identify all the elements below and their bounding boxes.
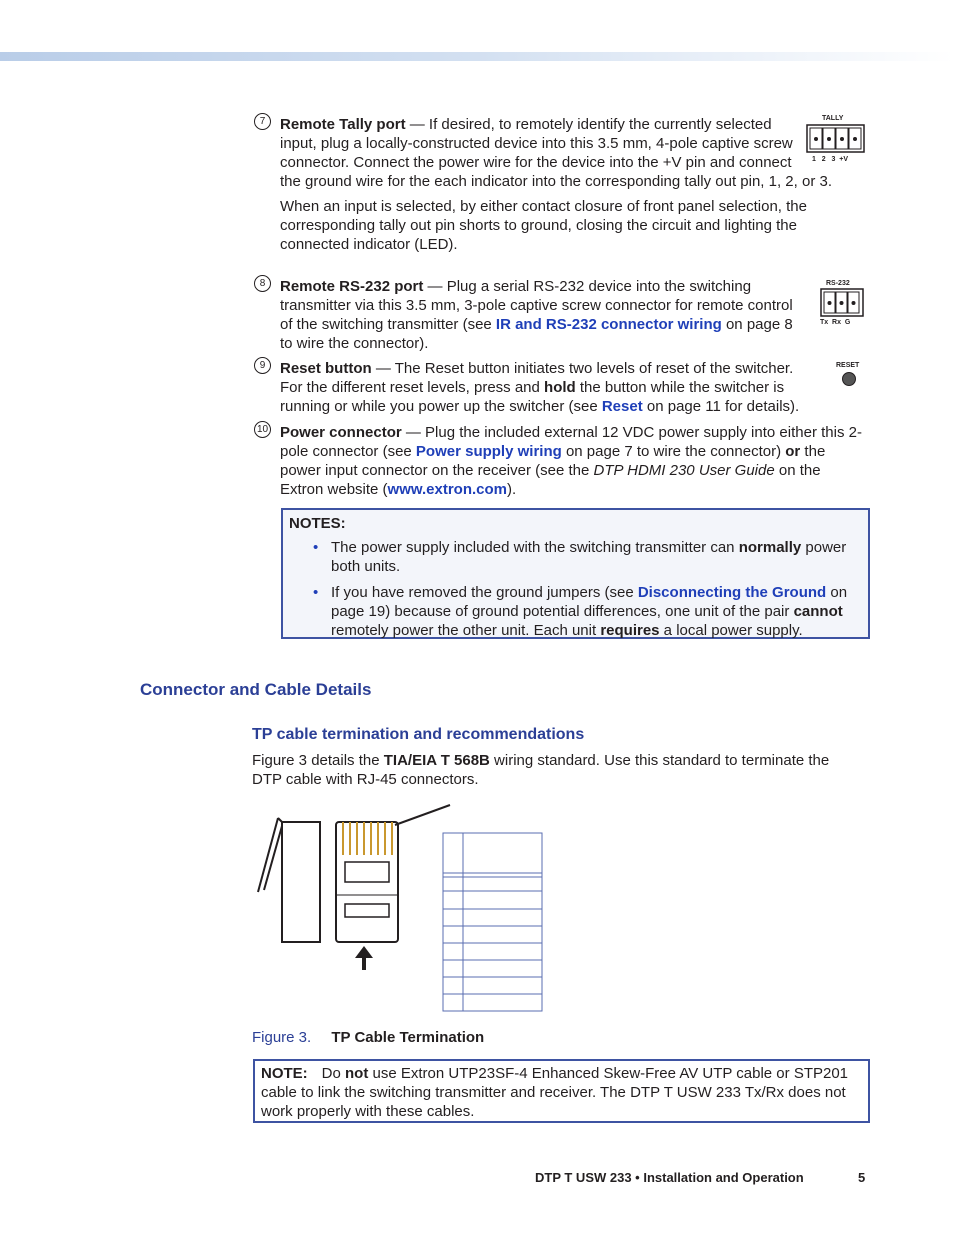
tally-label: TALLY xyxy=(822,115,844,122)
note-box xyxy=(253,1059,870,1123)
item-bold: or xyxy=(785,443,801,460)
rs232-pin-labels: Tx Rx G xyxy=(820,319,851,326)
item-title: Power connector xyxy=(280,424,402,441)
notes-list xyxy=(309,538,857,640)
callout-number-9: 9 xyxy=(254,357,271,374)
item-text: on the Extron website ( xyxy=(280,462,821,498)
item-paragraph: When an input is selected, by either contact closure of front panel selection, the corresponding tally out pin shorts to ground, closing the circuit and lighting the connected indicator (LED). xyxy=(280,198,807,253)
tally-connector-icon xyxy=(806,124,866,154)
item-remote-rs232 xyxy=(280,277,868,353)
link-power-supply-wiring[interactable]: Power supply wiring xyxy=(415,443,562,460)
subsection-heading: TP cable termination and recommendations xyxy=(252,726,585,743)
figure-title: TP Cable Termination xyxy=(331,1029,485,1046)
item-italic: DTP HDMI 230 User Guide xyxy=(593,462,775,479)
note-text: NOTE: Do not use Extron UTP23SF-4 Enhanced Skew-Free AV UTP cable or STP201 cable to link the switching transmitter and receiver. The DTP T USW 233 Tx/Rx does not work properly with these cables. xyxy=(261,1065,849,1120)
note-heading: NOTE: xyxy=(261,1065,308,1082)
link-reset[interactable]: Reset xyxy=(601,398,643,415)
footer-title: DTP T USW 233 • Installation and Operation xyxy=(535,1170,804,1185)
header-bar xyxy=(0,52,954,61)
rs232-label: RS-232 xyxy=(826,280,850,287)
tally-pin-labels: 1 2 3 +V xyxy=(812,156,848,163)
figure-caption xyxy=(252,1028,484,1047)
item-text: the power input connector on the receiver (see the xyxy=(280,443,826,479)
item-text: — If desired, to remotely identify the currently selected input, plug a locally-constructed device into this 3.5 mm, 4-pole captive screw connector. Connect the power wire for the device into the +V pin and connect the ground wire for the each indicator into the corresponding tally out pin, 1, 2, or 3. xyxy=(280,116,832,190)
rs232-connector-figure xyxy=(818,277,868,327)
item-text: on page 11 for details). xyxy=(642,398,800,415)
rs232-connector-icon xyxy=(820,288,866,318)
reset-button-icon xyxy=(841,371,859,389)
item-reset-button xyxy=(280,359,868,416)
callout-number-7: 7 xyxy=(254,113,271,130)
link-disconnecting-ground[interactable]: Disconnecting the Ground xyxy=(637,584,827,601)
tally-connector-figure xyxy=(806,115,868,169)
item-text: the button while the switcher is running or while you power up the switcher (see xyxy=(280,379,785,415)
rj45-termination-figure xyxy=(250,800,550,1015)
item-text: on page 7 to wire the connector) xyxy=(561,443,786,460)
item-text: on page 8 to wire the connector). xyxy=(280,316,793,352)
item-title: Reset button xyxy=(280,360,372,377)
item-text: — Plug a serial RS-232 device into the switching transmitter via this 3.5 mm, 3-pole captive screw connector for remote control of the switching transmitter (see xyxy=(280,278,793,333)
note-item: • If you have removed the ground jumpers (see Disconnecting the Ground on page 19) because of ground potential differences, one unit of the pair cannot remotely power the other unit. Each unit requires a local power supply. xyxy=(309,583,857,640)
item-power-connector xyxy=(280,423,868,499)
item-remote-tally xyxy=(280,115,868,254)
intro-paragraph: Figure 3 details the TIA/EIA T 568B wiring standard. Use this standard to terminate the DTP cable with RJ-45 connectors. xyxy=(252,752,830,788)
item-text: ). xyxy=(507,481,517,498)
item-title: Remote Tally port xyxy=(280,116,406,133)
reset-label: RESET xyxy=(836,362,860,369)
item-title: Remote RS-232 port xyxy=(280,278,424,295)
item-bold: hold xyxy=(544,379,576,396)
reset-button-figure xyxy=(832,359,868,389)
note-item: • The power supply included with the switching transmitter can normally power both units. xyxy=(309,538,857,576)
section-heading: Connector and Cable Details xyxy=(140,680,372,699)
callout-number-10: 10 xyxy=(254,421,271,438)
notes-heading: NOTES: xyxy=(289,515,346,532)
item-text: — Plug the included external 12 VDC power supply into either this 2-pole connector (see xyxy=(280,424,862,460)
item-text: — The Reset button initiates two levels of reset of the switcher. For the different reset levels, press and xyxy=(280,360,794,396)
link-extron-website[interactable]: www.extron.com xyxy=(387,481,508,498)
notes-box xyxy=(281,508,870,639)
page-number: 5 xyxy=(858,1170,866,1185)
callout-number-8: 8 xyxy=(254,275,271,292)
link-ir-rs232-wiring[interactable]: IR and RS-232 connector wiring xyxy=(495,316,722,333)
figure-label: Figure 3. xyxy=(252,1029,312,1046)
